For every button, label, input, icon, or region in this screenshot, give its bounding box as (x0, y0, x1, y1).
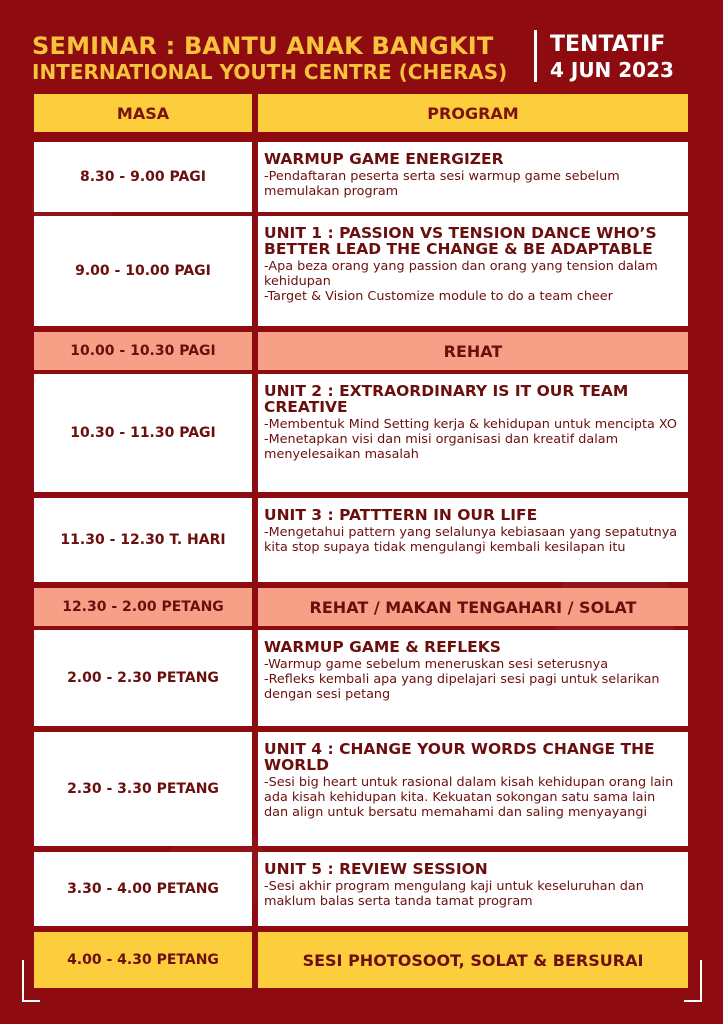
break-label: REHAT / MAKAN TENGAHARI / SOLAT (309, 597, 637, 617)
table-row-time (34, 852, 252, 926)
table-row-program (258, 374, 688, 492)
time-label: 4.00 - 4.30 PETANG (67, 952, 219, 968)
program-desc: -Target & Vision Customize module to do a team cheer (264, 289, 613, 304)
table-row-time (34, 216, 252, 326)
table-row-program (258, 142, 688, 212)
table-row-time (34, 498, 252, 582)
table-row-program (258, 732, 688, 846)
time-label: 10.00 - 10.30 PAGI (70, 343, 216, 359)
time-label: 11.30 - 12.30 T. HARI (60, 532, 226, 548)
program-desc: -Menetapkan visi dan misi organisasi dan kreatif dalam menyelesaikan masalah (264, 432, 619, 462)
time-label: 2.00 - 2.30 PETANG (67, 670, 219, 686)
program-title: WARMUP GAME & REFLEKS (264, 638, 501, 656)
table-row-program (258, 852, 688, 926)
venue-title: INTERNATIONAL YOUTH CENTRE (CHERAS) (32, 60, 508, 84)
time-label: 8.30 - 9.00 PAGI (79, 169, 207, 185)
program-title: UNIT 1 : PASSION VS TENSION DANCE WHO’S BETTER LEAD THE CHANGE & BE ADAPTABLE (264, 224, 657, 258)
header (32, 30, 692, 90)
column-header-program-label: PROGRAM (427, 103, 519, 123)
time-label: 12.30 - 2.00 PETANG (62, 599, 224, 615)
program-desc: -Pendaftaran peserta serta sesi warmup game sebelum memulakan program (264, 169, 620, 199)
program-desc: -Sesi akhir program mengulang kaji untuk keseluruhan dan maklum balas serta tanda tamat program (264, 879, 644, 909)
column-header-program (258, 94, 688, 132)
table-row-time (34, 588, 252, 626)
program-title: UNIT 2 : EXTRAORDINARY IS IT OUR TEAM CREATIVE (264, 382, 629, 416)
table-row-time (34, 732, 252, 846)
program-title: UNIT 3 : PATTTERN IN OUR LIFE (264, 506, 538, 524)
header-divider (534, 30, 537, 82)
table-row-time (34, 142, 252, 212)
program-desc: -Apa beza orang yang passion dan orang yang tension dalam kehidupan (264, 259, 658, 289)
table-row-break (258, 588, 688, 626)
table-row-break (258, 932, 688, 988)
program-desc: -Sesi big heart untuk rasional dalam kisah kehidupan orang lain ada kisah kehidupan kita. Kekuatan sokongan satu sama lain dan align untuk bersatu memahami dan saling menyayangi (264, 775, 674, 820)
program-desc: -Warmup game sebelum meneruskan sesi seterusnya (264, 657, 609, 672)
time-label: 3.30 - 4.00 PETANG (67, 881, 219, 897)
event-date: 4 JUN 2023 (550, 58, 674, 82)
time-label: 9.00 - 10.00 PAGI (75, 263, 211, 279)
table-row-time (34, 374, 252, 492)
table-row-program (258, 498, 688, 582)
table-row-break (258, 332, 688, 370)
program-desc: -Membentuk Mind Setting kerja & kehidupan untuk mencipta XO (264, 417, 677, 432)
program-desc: -Refleks kembali apa yang dipelajari sesi pagi untuk selarikan dengan sesi petang (264, 672, 660, 702)
column-header-masa-label: MASA (116, 103, 170, 123)
table-row-time (34, 630, 252, 726)
program-title: WARMUP GAME ENERGIZER (264, 150, 504, 168)
program-title: UNIT 4 : CHANGE YOUR WORDS CHANGE THE WORLD (264, 740, 655, 774)
program-title: UNIT 5 : REVIEW SESSION (264, 860, 488, 878)
closing-label: SESI PHOTOSOOT, SOLAT & BERSURAI (302, 950, 644, 970)
table-row-time (34, 332, 252, 370)
table-row-program (258, 216, 688, 326)
program-desc: -Mengetahui pattern yang selalunya kebiasaan yang sepatutnya kita stop supaya tidak mengulangi kembali kesilapan itu (264, 525, 678, 555)
time-label: 10.30 - 11.30 PAGI (70, 425, 216, 441)
tentatif-label: TENTATIF (550, 32, 666, 57)
corner-bracket-left (22, 960, 40, 1002)
break-label: REHAT (443, 341, 503, 361)
corner-bracket-right (684, 960, 702, 1002)
table-row-program (258, 630, 688, 726)
seminar-title: SEMINAR : BANTU ANAK BANGKIT (32, 32, 494, 60)
table-row-time (34, 932, 252, 988)
time-label: 2.30 - 3.30 PETANG (67, 781, 219, 797)
column-header-masa (34, 94, 252, 132)
